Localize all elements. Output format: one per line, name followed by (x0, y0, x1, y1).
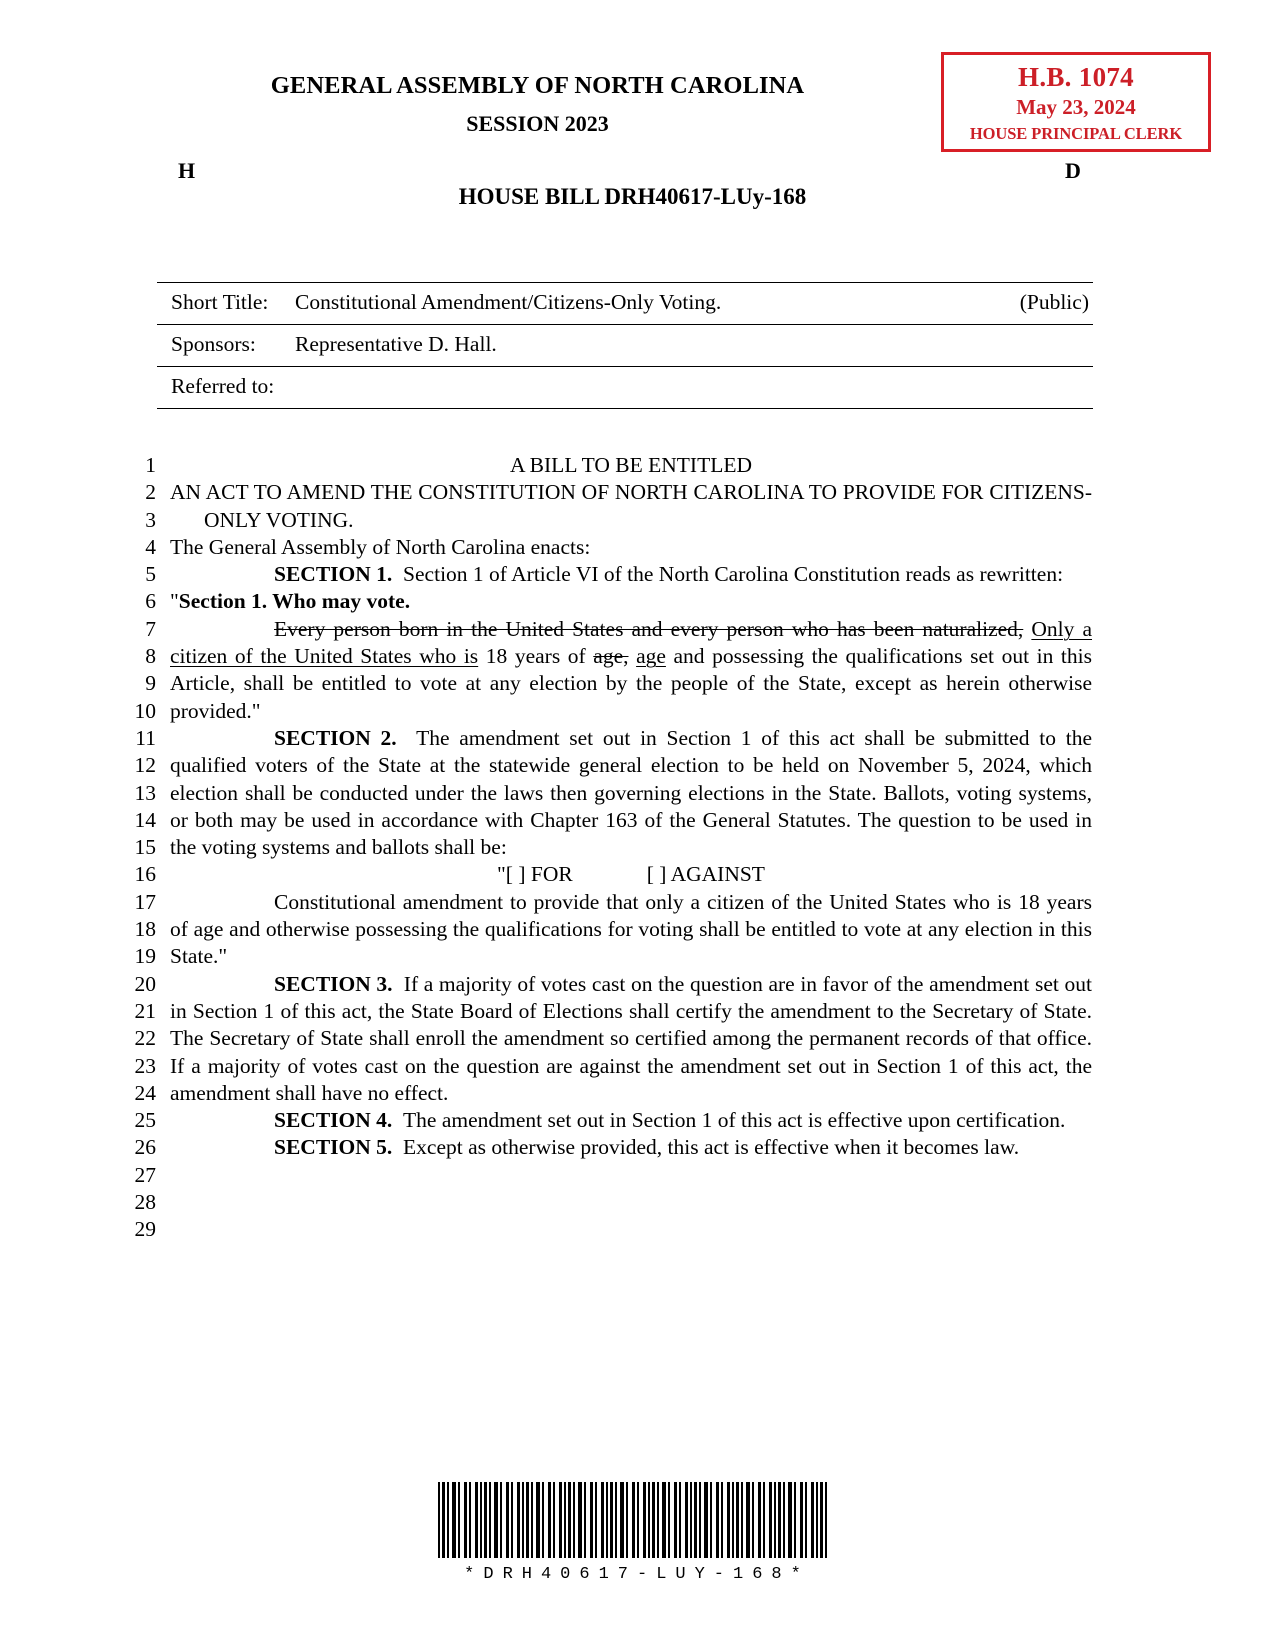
section-4-paragraph (170, 1107, 1092, 1134)
line-number: 26 (134, 1135, 156, 1160)
section-2-text: The amendment set out in Section 1 of this act shall be submitted to the qualified voters of the State at the statewide general election to be held on November 5, 2024, which election shall be conducted under the laws then governing elections in the State. Ballots, voting systems, or both may be used in accordance with Chapter 163 of the General Statutes. The question to be used in the voting systems and ballots shall be: (170, 725, 1092, 860)
bill-barcode (0, 1482, 1265, 1584)
line-number: 16 (134, 862, 156, 887)
bill-entitled-heading: A BILL TO BE ENTITLED (509, 453, 753, 477)
quoted-heading-text: Section 1. Who may vote. (178, 589, 411, 614)
deleted-word-age: age, (593, 644, 629, 669)
line-number: 28 (134, 1190, 156, 1215)
ballot-against-option: [ ] AGAINST (646, 862, 765, 887)
section-3-paragraph (170, 971, 1092, 1107)
mid-clause-1: 18 years of (485, 644, 586, 669)
line-number: 15 (134, 835, 156, 860)
remaining-clause-1: and possessing the qualifications set out in this Article, shall be entitled to vote at any election by the people of the State, except as herein otherwise provided." (170, 644, 1092, 723)
act-title-line-2: CITIZENS-ONLY VOTING. (204, 480, 1093, 532)
line-number: 19 (134, 944, 156, 969)
line-number: 20 (134, 971, 156, 996)
ballot-for-option: "[ ] FOR (497, 862, 573, 887)
quote-open: " (170, 589, 179, 614)
sponsors-value: Representative D. Hall. (295, 332, 497, 356)
section-3-text: If a majority of votes cast on the question are in favor of the amendment set out in Section 1 of this act, the State Board of Elections shall certify the amendment to the Secretary of State. The Secretary of State shall enroll the amendment so certified among the permanent records of that office. If a majority of votes cast on the question are against the amendment set out in Section 1 of this act, the amendment shall have no effect. (170, 971, 1092, 1105)
line-number: 2 (145, 480, 156, 505)
deleted-clause: Every person born in the United States and every person who has been naturalized, (274, 616, 1024, 641)
line-number: 9 (145, 671, 156, 696)
short-title-row (157, 282, 1093, 325)
stamp-date: May 23, 2024 (1016, 95, 1136, 120)
line-number: 14 (134, 807, 156, 832)
line-number: 24 (134, 1080, 156, 1105)
section-4-text: The amendment set out in Section 1 of this act is effective upon certification. (403, 1108, 1066, 1133)
chamber-marker-right: D (1065, 158, 1081, 183)
public-marker: (Public) (1019, 290, 1089, 314)
quoted-section-heading (170, 588, 1092, 615)
enacting-clause: The General Assembly of North Carolina enacts: (170, 534, 591, 559)
section-5-paragraph (170, 1134, 1092, 1161)
line-number: 13 (134, 780, 156, 805)
line-number: 27 (134, 1162, 156, 1187)
act-long-title (170, 479, 1092, 534)
line-number: 25 (134, 1108, 156, 1133)
line-number: 12 (134, 753, 156, 778)
assembly-title: GENERAL ASSEMBLY OF NORTH CAROLINA (270, 72, 805, 99)
section-5-text: Except as otherwise provided, this act is effective when it becomes law. (403, 1135, 1020, 1160)
ballot-question-paragraph: Constitutional amendment to provide that only a citizen of the United States who is 18 years of age and otherwise possessing the qualifications for voting shall be entitled to vote at any election in this State." (170, 889, 1092, 969)
short-title-value: Constitutional Amendment/Citizens-Only Voting. (295, 290, 722, 314)
section-4-label: SECTION 4. (274, 1108, 393, 1133)
bill-text-column (170, 452, 1092, 1162)
line-number: 1 (145, 453, 156, 477)
stamp-bill-number: H.B. 1074 (1018, 62, 1134, 92)
line-number: 22 (134, 1026, 156, 1051)
bill-number-heading: HOUSE BILL DRH40617-LUy-168 (458, 184, 807, 209)
referred-to-label: Referred to: (171, 374, 275, 398)
barcode-bars-graphic (438, 1482, 828, 1558)
section-5-label: SECTION 5. (274, 1135, 393, 1160)
stamp-clerk-label: HOUSE PRINCIPAL CLERK (969, 123, 1183, 143)
short-title-label: Short Title: (171, 290, 269, 314)
session-title: SESSION 2023 (466, 111, 609, 136)
house-principal-clerk-stamp (941, 52, 1211, 152)
section-2-paragraph (170, 725, 1092, 861)
line-number: 21 (134, 998, 156, 1023)
line-number: 3 (145, 507, 156, 532)
line-number: 17 (134, 889, 156, 914)
referred-to-row (157, 367, 1093, 409)
section-3-label: SECTION 3. (274, 971, 393, 996)
inserted-word-age: age (636, 644, 666, 669)
barcode-caption: *DRH40617-LUY-168* (464, 1565, 810, 1584)
line-number: 8 (145, 644, 156, 669)
line-number: 18 (134, 917, 156, 942)
chamber-marker-left: H (178, 158, 196, 183)
line-number: 29 (134, 1217, 156, 1242)
section-2-label: SECTION 2. (274, 725, 397, 750)
line-number: 7 (145, 616, 156, 641)
bill-info-table (157, 282, 1093, 409)
line-number: 6 (145, 589, 156, 614)
ballot-options-line (170, 861, 1092, 888)
inserted-clause-1: Only a citizen of the United States who is (170, 616, 1093, 669)
section-1-label: SECTION 1. (274, 562, 393, 587)
act-title-line-1: AN ACT TO AMEND THE CONSTITUTION OF NORTH CAROLINA TO PROVIDE FOR (170, 480, 984, 505)
section-1-text: Section 1 of Article VI of the North Carolina Constitution reads as rewritten: (403, 562, 1064, 587)
line-number: 23 (134, 1053, 156, 1078)
line-number: 4 (145, 534, 156, 559)
section-1-paragraph (170, 561, 1092, 588)
line-number: 11 (135, 725, 156, 750)
sponsors-label: Sponsors: (171, 332, 256, 356)
line-number-gutter (108, 452, 156, 1244)
sponsors-row (157, 325, 1093, 367)
line-number: 5 (145, 562, 156, 587)
amended-constitution-text (170, 616, 1092, 725)
line-number: 10 (134, 698, 156, 723)
